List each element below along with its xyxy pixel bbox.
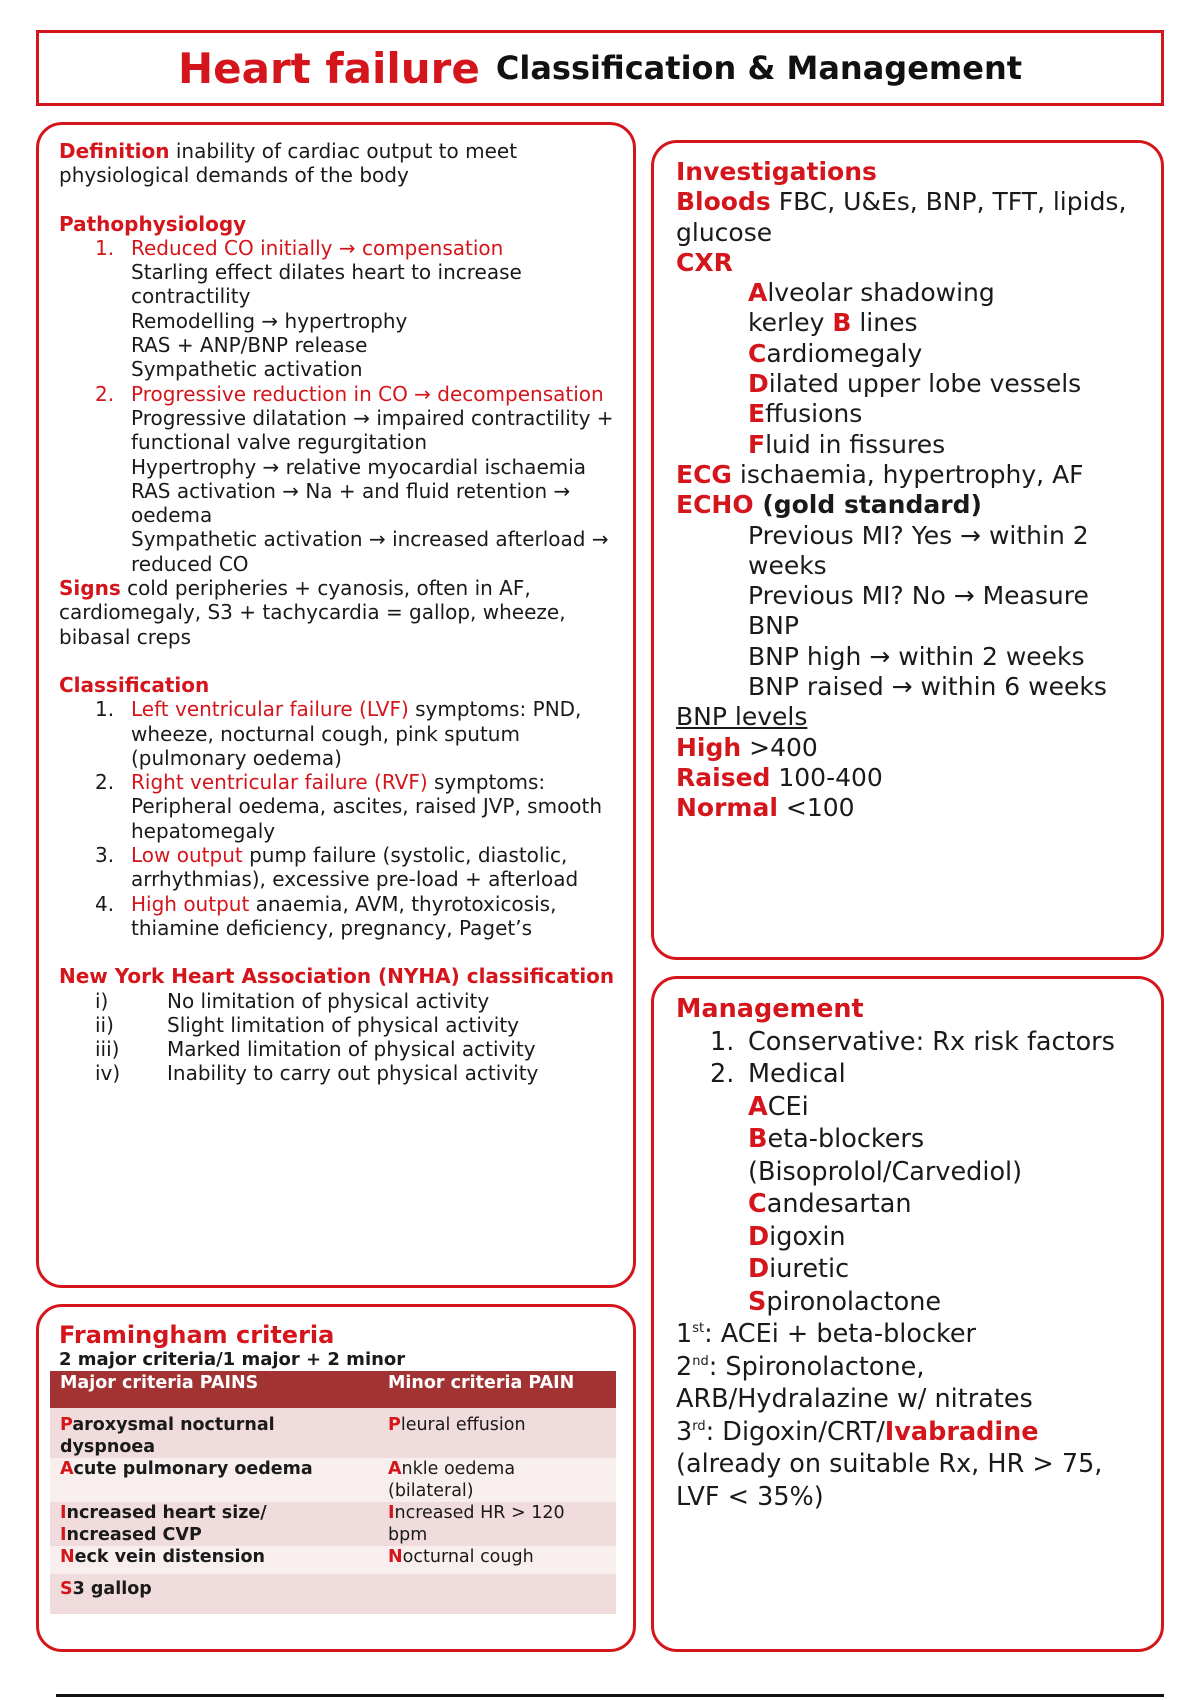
minor-criteria-header: Minor criteria PAIN [378, 1371, 616, 1408]
cxr-item: Dilated upper lobe vessels [748, 369, 1082, 399]
patho-line: Progressive dilatation → impaired contractility + functional valve regurgitation [131, 405, 614, 455]
list-number: 4. [95, 891, 115, 916]
nyha-class-text: Inability to carry out physical activity [167, 1061, 539, 1086]
criterion-text: nkle oedema (bilateral) [388, 1459, 516, 1501]
patho-line: RAS + ANP/BNP release [131, 333, 368, 358]
patho-line: RAS activation → Na + and fluid retention → oedema [131, 478, 571, 528]
nyha-row [59, 1061, 615, 1085]
list-item [95, 382, 615, 576]
framingham-panel [36, 1304, 636, 1652]
patho-line: Sympathetic activation [131, 357, 363, 382]
minor-criterion [378, 1574, 616, 1614]
line-second: 2nd: Spironolactone, ARB/Hydralazine w/ nitrates [676, 1351, 1033, 1414]
management-step: Conservative: Rx risk factors [748, 1026, 1115, 1057]
patho-item-title: Progressive reduction in CO → decompensation [131, 381, 604, 406]
mnemonic-letter: C [748, 338, 767, 368]
nyha-row [59, 1013, 615, 1037]
line-third: 3rd: Digoxin/CRT/Ivabradine [676, 1416, 1039, 1447]
list-item [676, 1058, 1143, 1091]
ivabradine: Ivabradine [884, 1416, 1039, 1447]
bottom-divider [56, 1694, 1164, 1697]
criterion-initial: N [388, 1547, 403, 1567]
criterion-initial: N [60, 1547, 75, 1567]
class-type: Low output [131, 843, 243, 868]
mnemonic-letter: F [748, 429, 766, 459]
framingham-title: Framingham criteria [59, 1321, 335, 1349]
table-header-row [50, 1371, 616, 1408]
bnp-level [676, 763, 1143, 793]
mnemonic-letter: A [748, 278, 768, 308]
signs-text: cold peripheries + cyanosis, often in AF, cardiomegaly, S3 + tachycardia = gallop, wheeze, bibasal creps [59, 576, 566, 649]
pathophysiology-list [59, 236, 615, 576]
nyha-class-num: ii) [95, 1012, 114, 1037]
nyha-class-num: i) [95, 988, 109, 1013]
minor-criterion [378, 1502, 616, 1546]
cxr-item: Alveolar shadowing [748, 278, 995, 308]
definition [59, 139, 615, 188]
class-text: symptoms: Peripheral oedema, ascites, raised JVP, smooth hepatomegaly [131, 770, 603, 843]
list-number: 2. [95, 770, 115, 795]
criterion-initial: P [388, 1415, 401, 1435]
cxr-item: kerley B lines [748, 308, 918, 338]
cxr-item: Fluid in fissures [748, 429, 946, 459]
definition-label: Definition [59, 139, 170, 163]
drug-item: Digoxin [748, 1221, 846, 1252]
list-item [95, 770, 615, 843]
classification-heading: Classification [59, 672, 210, 697]
ecg-text: ischaemia, hypertrophy, AF [731, 459, 1084, 489]
class-text: pump failure (systolic, diastolic, arrhythmias), excessive pre-load + afterload [131, 843, 579, 892]
criterion-text: ncreased HR > 120 bpm [388, 1503, 565, 1545]
list-number: 1. [95, 235, 115, 260]
major-criterion [50, 1502, 378, 1546]
bnp-level-label: High [676, 732, 742, 762]
bloods [676, 187, 1143, 248]
ecg-label: ECG [676, 459, 732, 489]
mnemonic-letter: B [832, 308, 852, 338]
echo-note: (gold standard) [753, 490, 982, 520]
bnp-level [676, 793, 1143, 823]
nyha-row [59, 1037, 615, 1061]
patho-line: Sympathetic activation → increased afterload → reduced CO [131, 527, 609, 576]
drug-item: Spironolactone [748, 1286, 942, 1317]
criterion-text: cute pulmonary oedema [73, 1459, 313, 1479]
list-item [95, 892, 615, 941]
mnemonic-letter: B [748, 1124, 768, 1154]
criterion-initial: A [388, 1459, 402, 1479]
nyha-class-num: iv) [95, 1061, 121, 1086]
mnemonic-letter: D [748, 1254, 770, 1284]
signs-label: Signs [59, 576, 121, 601]
signs [59, 576, 615, 649]
major-criteria-header: Major criteria PAINS [50, 1371, 378, 1408]
criterion-initial: A [60, 1459, 74, 1479]
drug-item: ACEi [748, 1091, 809, 1122]
table-row [50, 1574, 616, 1614]
bnp-level-label: Raised [676, 762, 771, 792]
framingham-table [50, 1371, 616, 1614]
title-banner [36, 30, 1164, 106]
major-criterion [50, 1546, 378, 1568]
echo-item: Previous MI? No → Measure BNP [748, 581, 1089, 641]
criterion-text: ncreased CVP [66, 1525, 202, 1545]
mnemonic-letter: A [748, 1091, 768, 1122]
minor-criterion [378, 1546, 616, 1568]
class-text: anaemia, AVM, thyrotoxicosis, thiamine deficiency, pregnancy, Paget’s [131, 891, 557, 940]
echo [676, 490, 1143, 520]
class-type: High output [131, 891, 250, 916]
page-title: Heart failure [177, 43, 480, 93]
criterion-text: aroxysmal nocturnal dyspnoea [60, 1415, 275, 1457]
list-item [95, 843, 615, 892]
bloods-label: Bloods [676, 187, 771, 217]
class-type: Left ventricular failure (LVF) [131, 697, 409, 722]
criterion-initial: I [60, 1525, 67, 1545]
page-subtitle: Classification & Management [495, 49, 1023, 87]
drug-item: Beta-blockers (Bisoprolol/Carvediol) [748, 1124, 1023, 1187]
echo-item: BNP raised → within 6 weeks [748, 672, 1107, 702]
overview-panel [36, 122, 636, 1288]
bnp-level-value: 100-400 [770, 762, 883, 792]
list-number: 3. [95, 843, 115, 868]
minor-criterion [378, 1458, 616, 1502]
list-item [95, 236, 615, 382]
mnemonic-letter: D [748, 1221, 770, 1252]
criterion-initial: P [60, 1415, 73, 1435]
list-number: 1. [710, 1026, 735, 1057]
management-step: Medical [748, 1059, 846, 1089]
management-heading: Management [676, 994, 864, 1024]
line-third-note: (already on suitable Rx, HR > 75, LVF < 35%) [676, 1449, 1103, 1512]
mnemonic-letter: E [748, 399, 766, 429]
patho-line: Starling effect dilates heart to increase contractility [131, 260, 522, 309]
bnp-level-label: Normal [676, 793, 778, 823]
criterion-text: ncreased heart size/ [66, 1503, 267, 1523]
echo-item: Previous MI? Yes → within 2 weeks [748, 520, 1089, 580]
table-row [50, 1414, 616, 1458]
major-criterion [50, 1414, 378, 1458]
definition-text: inability of cardiac output to meet physiological demands of the body [59, 139, 518, 188]
nyha-heading: New York Heart Association (NYHA) classification [59, 964, 615, 989]
table-row [50, 1546, 616, 1568]
criterion-initial: I [60, 1503, 67, 1523]
criterion-initial: S [60, 1579, 73, 1599]
criterion-text: eck vein distension [74, 1547, 265, 1567]
mnemonic-letter: D [748, 369, 769, 399]
patho-line: Remodelling → hypertrophy [131, 308, 408, 333]
pathophysiology-heading: Pathophysiology [59, 211, 247, 236]
list-item [676, 1026, 1143, 1059]
criterion-text: leural effusion [400, 1415, 526, 1435]
echo-label: ECHO [676, 490, 754, 520]
class-type: Right ventricular failure (RVF) [131, 770, 428, 795]
criterion-text: octurnal cough [402, 1547, 534, 1567]
investigations-panel [651, 140, 1164, 960]
criterion-initial: I [388, 1503, 395, 1523]
mnemonic-letter: S [748, 1286, 767, 1317]
bnp-level-value: >400 [741, 732, 818, 762]
criterion-text: 3 gallop [72, 1579, 152, 1599]
echo-item: BNP high → within 2 weeks [748, 641, 1085, 671]
table-row [50, 1502, 616, 1546]
nyha-class-text: Slight limitation of physical activity [167, 1012, 520, 1037]
class-text: symptoms: PND, wheeze, nocturnal cough, pink sputum (pulmonary oedema) [131, 697, 582, 770]
patho-line: Hypertrophy → relative myocardial ischaemia [131, 454, 587, 479]
ecg [676, 460, 1143, 490]
list-item [95, 697, 615, 770]
framingham-subtitle: 2 major criteria/1 major + 2 minor [59, 1349, 406, 1370]
investigations-heading: Investigations [676, 157, 877, 186]
line-first: 1st: ACEi + beta-blocker [676, 1319, 977, 1349]
nyha-class-text: No limitation of physical activity [167, 988, 490, 1013]
cxr-item: Effusions [748, 399, 863, 429]
major-criterion [50, 1574, 378, 1614]
bnp-level [676, 733, 1143, 763]
nyha-class-text: Marked limitation of physical activity [167, 1037, 536, 1062]
major-criterion [50, 1458, 378, 1502]
classification-list [59, 697, 615, 940]
list-number: 2. [95, 381, 115, 406]
cxr-item: Cardiomegaly [748, 338, 923, 368]
nyha-row [59, 989, 615, 1013]
nyha-class-num: iii) [95, 1037, 120, 1062]
patho-item-title: Reduced CO initially → compensation [131, 235, 504, 260]
bnp-level-value: <100 [777, 793, 855, 823]
management-panel [651, 976, 1164, 1652]
list-number: 1. [95, 697, 115, 722]
drug-item: Diuretic [748, 1254, 850, 1284]
table-row [50, 1458, 616, 1502]
drug-item: Candesartan [748, 1189, 912, 1219]
cxr-label: CXR [676, 247, 733, 277]
bloods-text: FBC, U&Es, BNP, TFT, lipids, glucose [676, 187, 1127, 247]
mnemonic-letter: C [748, 1189, 767, 1219]
minor-criterion [378, 1414, 616, 1458]
list-number: 2. [710, 1059, 735, 1089]
bnp-heading: BNP levels [676, 702, 808, 732]
